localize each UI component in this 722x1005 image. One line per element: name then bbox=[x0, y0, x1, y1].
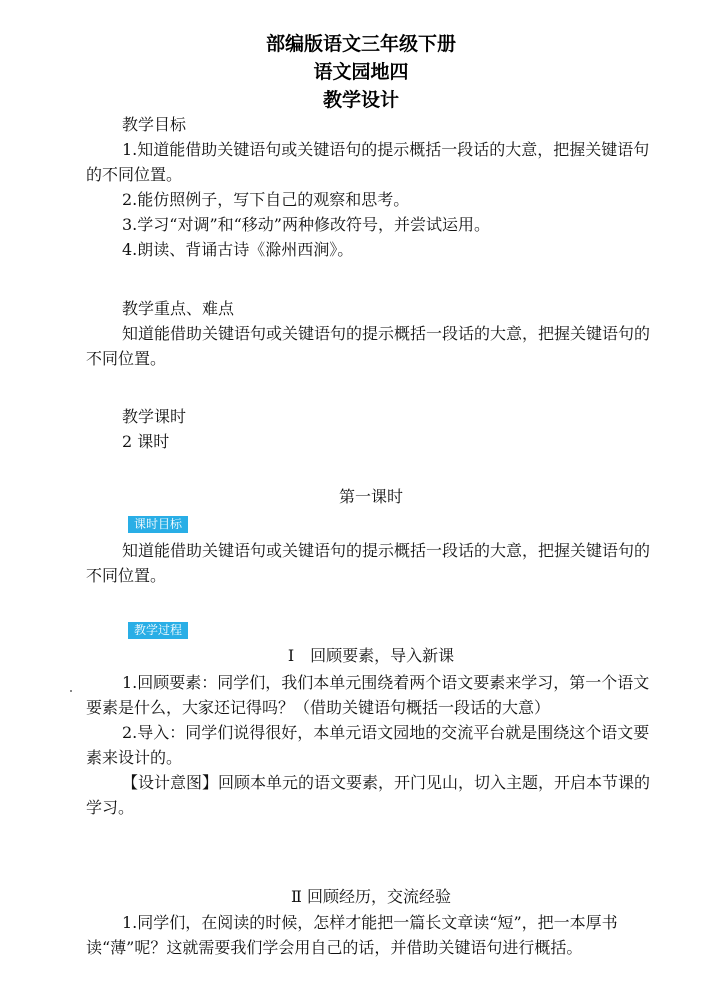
class-hours-text: 2 课时 bbox=[122, 432, 170, 451]
title-line-1: 部编版语文三年级下册 bbox=[265, 33, 456, 55]
part2-section bbox=[86, 910, 656, 960]
part2-heading: Ⅱ 回顾经历，交流经验 bbox=[291, 887, 451, 906]
objective-item: 1.知道能借助关键语句或关键语句的提示概括一段话的大意，把握关键语句的不同位置。 bbox=[86, 140, 650, 184]
lesson1-goal-section bbox=[86, 538, 656, 588]
objective-item: 3.学习“对调”和“移动”两种修改符号，并尝试运用。 bbox=[122, 215, 490, 234]
part1-section bbox=[86, 670, 656, 820]
key-points-text: 知道能借助关键语句或关键语句的提示概括一段话的大意，把握关键语句的不同位置。 bbox=[86, 324, 651, 368]
lesson-goal-tag: 课时目标 bbox=[128, 516, 188, 533]
key-points-heading: 教学重点、难点 bbox=[122, 299, 235, 318]
objectives-heading: 教学目标 bbox=[122, 115, 187, 134]
design-intent-paragraph bbox=[86, 770, 656, 820]
lesson1-heading: 第一课时 bbox=[338, 487, 403, 506]
lesson1-process-tag-row bbox=[86, 616, 656, 641]
title-line-3: 教学设计 bbox=[322, 89, 399, 111]
lesson1-goal-tag-row bbox=[86, 510, 656, 535]
class-hours-heading: 教学课时 bbox=[122, 407, 187, 426]
key-points-section bbox=[86, 296, 656, 371]
design-intent-label: 【设计意图】 bbox=[122, 773, 219, 792]
part2-paragraph-1: 1.同学们，在阅读的时候，怎样才能把一篇长文章读“短”，把一本厚书读“薄”呢？这就需要我们学会用自己的话，并借助关键语句进行概括。 bbox=[86, 913, 618, 957]
class-hours-section bbox=[86, 404, 656, 454]
objective-item: 4.朗读、背诵古诗《滁州西涧》。 bbox=[122, 240, 354, 259]
part1-paragraph-2: 2.导入：同学们说得很好，本单元语文园地的交流平台就是围绕这个语文要素来设计的。 bbox=[86, 723, 650, 767]
part1-heading: Ⅰ 回顾要素，导入新课 bbox=[287, 646, 455, 665]
stray-mark bbox=[70, 690, 72, 692]
design-intent-text: 回顾本单元的语文要素，开门见山，切入主题，开启本节课的学习。 bbox=[86, 773, 651, 817]
objectives-section bbox=[86, 112, 656, 262]
objective-item: 2.能仿照例子，写下自己的观察和思考。 bbox=[122, 190, 410, 209]
lesson-goal-text: 知道能借助关键语句或关键语句的提示概括一段话的大意，把握关键语句的不同位置。 bbox=[86, 541, 651, 585]
title-line-2: 语文园地四 bbox=[313, 61, 409, 83]
teaching-process-tag: 教学过程 bbox=[128, 622, 188, 639]
part1-paragraph-1: 1.回顾要素：同学们，我们本单元围绕着两个语文要素来学习，第一个语文要素是什么，大家还记得吗？（借助关键语句概括一段话的大意） bbox=[86, 673, 650, 717]
document-title bbox=[0, 30, 722, 114]
